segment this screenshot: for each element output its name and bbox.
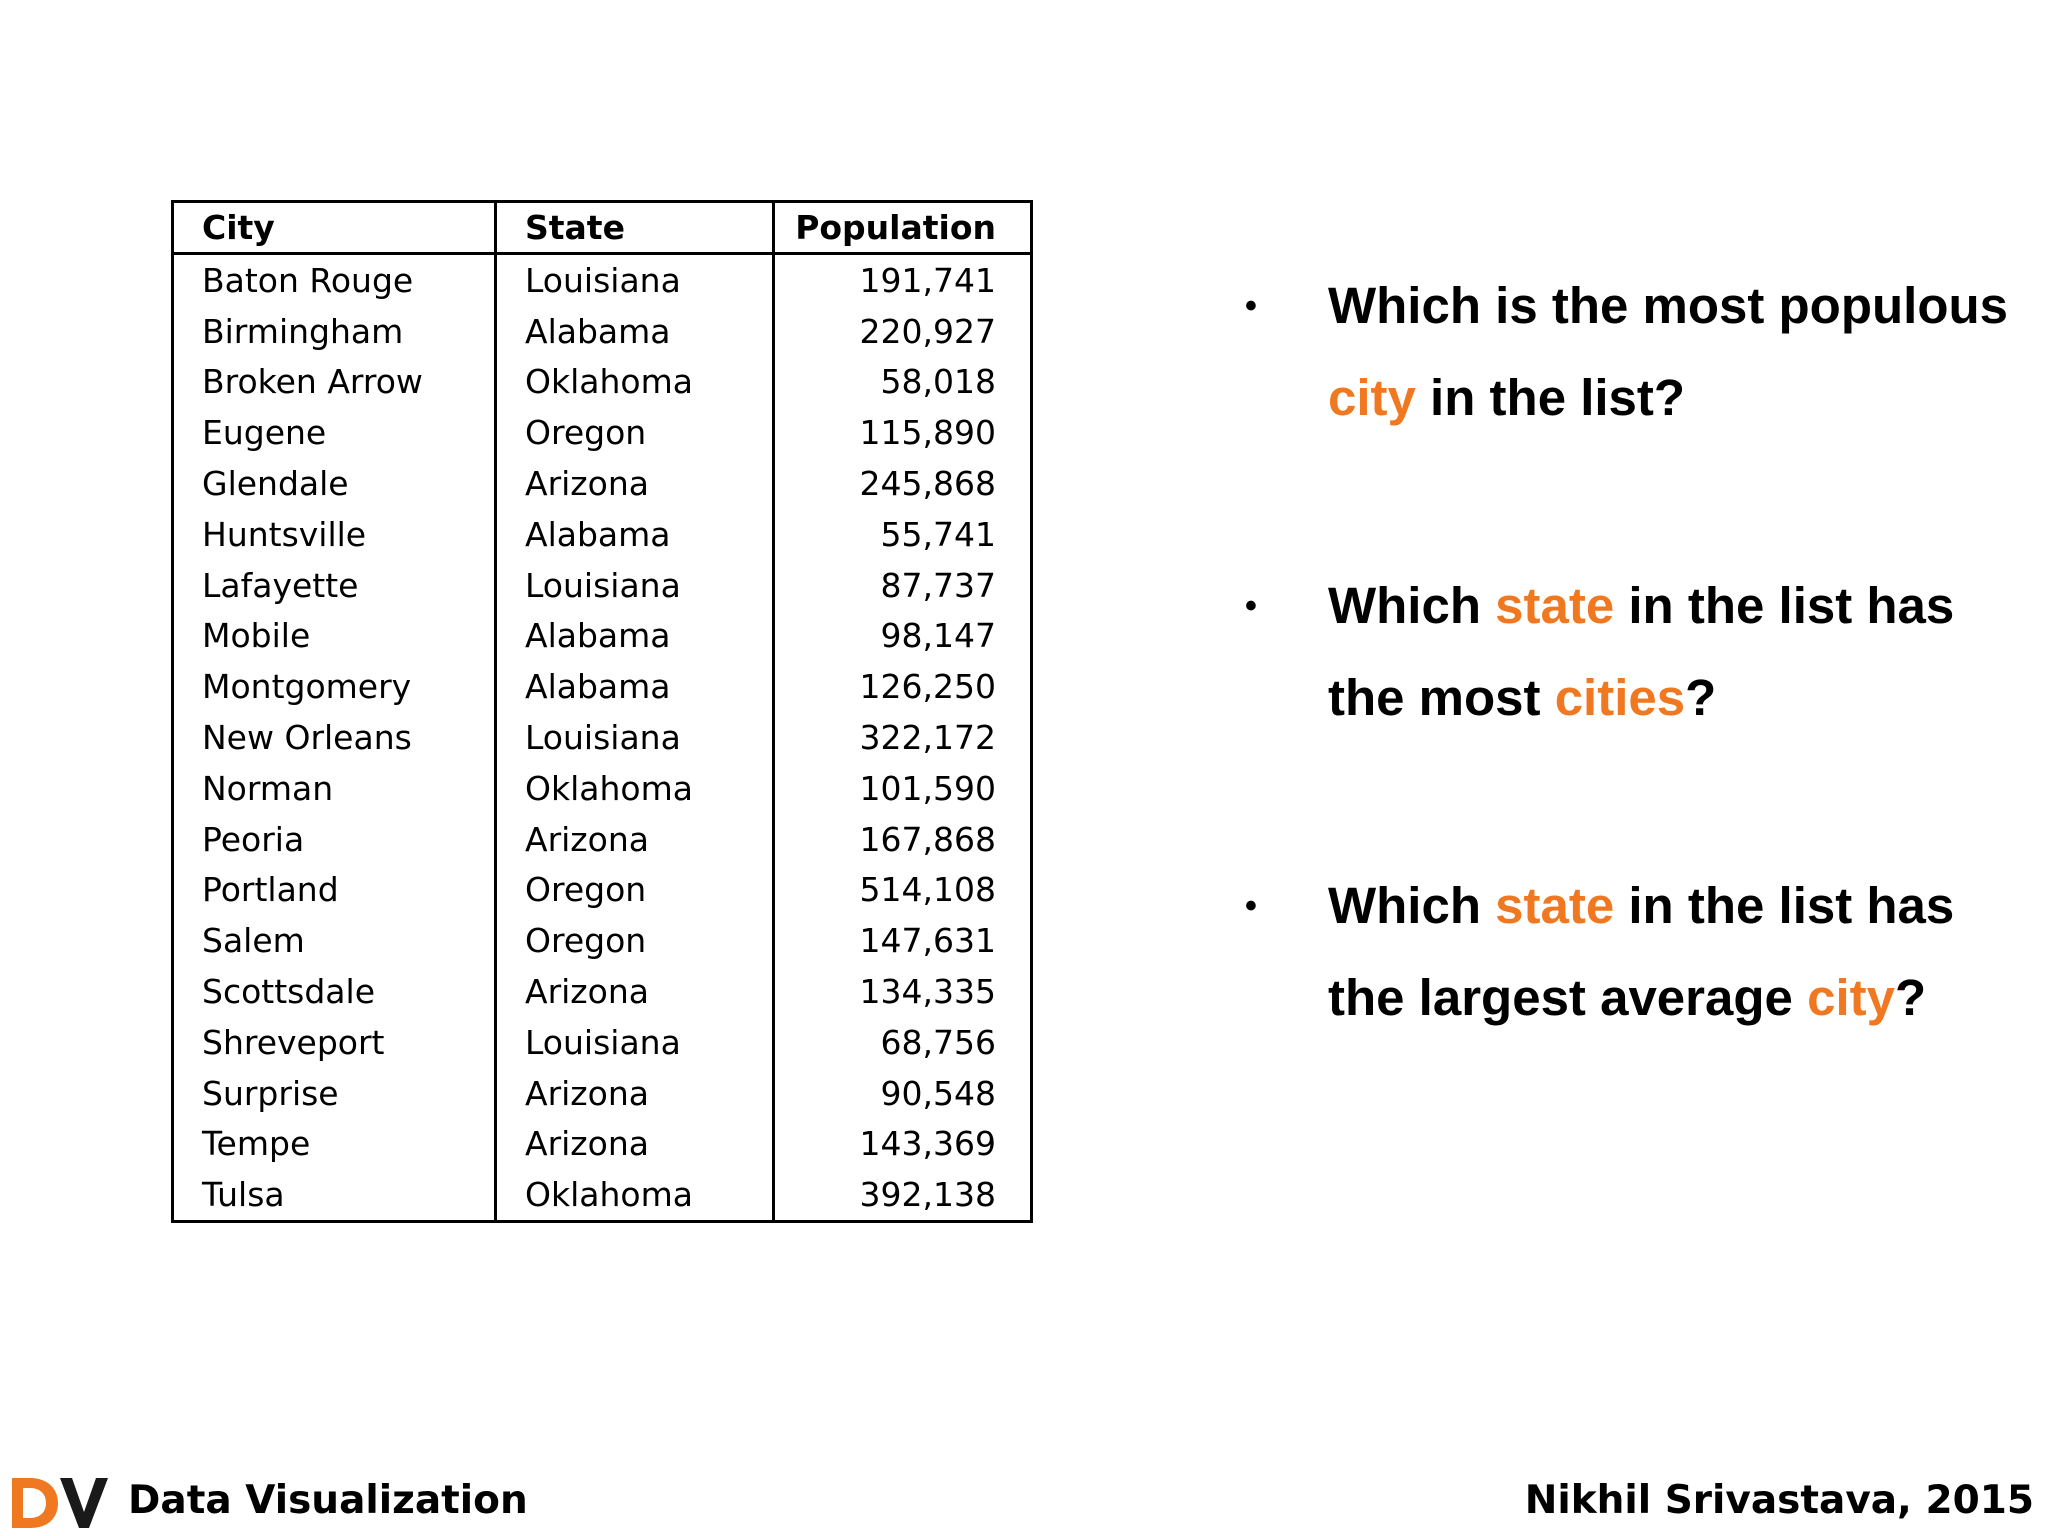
cell-population: 115,890 [859,413,996,453]
column-header-state: State [496,202,774,254]
table-row [173,712,1032,763]
table-row [173,1169,1032,1221]
question-segment: in the list has [1614,877,1955,934]
cell-state: Arizona [496,814,774,865]
question-text [1328,860,2028,1044]
cell-state: Louisiana [496,712,774,763]
cell-state: Oklahoma [496,763,774,814]
question-segment: Which [1328,877,1496,934]
cell-state: Alabama [496,611,774,662]
cell-state: Alabama [496,661,774,712]
cell-city: Baton Rouge [173,254,496,306]
cell-population: 514,108 [859,870,996,910]
table-row [173,509,1032,560]
cell-state: Louisiana [496,254,774,306]
cell-city: Broken Arrow [173,357,496,408]
cell-population: 220,927 [859,311,996,351]
cell-city: Surprise [173,1068,496,1119]
cell-population: 134,335 [859,972,996,1012]
cell-state: Arizona [496,1119,774,1170]
cell-state: Oklahoma [496,357,774,408]
cell-city: Tempe [173,1119,496,1170]
cell-population: 55,741 [880,514,996,554]
question-segment: Which is the most populous [1328,277,2008,334]
table-row [173,1068,1032,1119]
table-row [173,661,1032,712]
column-header-city: City [173,202,496,254]
bullet-icon: • [1245,887,1257,925]
table-row [173,458,1032,509]
table-row [173,915,1032,966]
bullet-icon: • [1245,287,1257,325]
cell-city: Glendale [173,458,496,509]
question-line [1328,860,2028,952]
cell-city: Eugene [173,407,496,458]
cell-city: Tulsa [173,1169,496,1221]
table-row [173,1017,1032,1068]
table-row [173,560,1032,611]
cell-population: 147,631 [859,921,996,961]
question-line [1328,952,2028,1044]
cell-population: 98,147 [880,616,996,656]
cell-population: 101,590 [859,768,996,808]
cell-city: Birmingham [173,306,496,357]
table-row [173,814,1032,865]
cell-population: 191,741 [859,260,996,300]
footer-course-title: Data Visualization [128,1478,528,1523]
question-text [1328,260,2028,444]
cell-state: Alabama [496,306,774,357]
cell-city: Portland [173,865,496,916]
cell-city: Norman [173,763,496,814]
cell-city: Huntsville [173,509,496,560]
cell-city: Lafayette [173,560,496,611]
table-row [173,966,1032,1017]
cell-city: Peoria [173,814,496,865]
table-row [173,306,1032,357]
cell-city: Shreveport [173,1017,496,1068]
table-header-row [173,202,1032,254]
question-line [1328,260,2028,352]
dv-logo-icon [8,1472,112,1532]
table-row [173,611,1032,662]
cell-state: Arizona [496,1068,774,1119]
question-line [1328,352,2028,444]
cell-state: Oregon [496,865,774,916]
question-segment: Which [1328,577,1496,634]
table-row [173,1119,1032,1170]
highlighted-word: city [1807,969,1895,1026]
cell-population: 245,868 [859,464,996,504]
cell-population: 143,369 [859,1124,996,1164]
question-segment: ? [1685,669,1717,726]
cell-state: Arizona [496,458,774,509]
cell-state: Oklahoma [496,1169,774,1221]
cell-population: 322,172 [859,718,996,758]
cell-population: 87,737 [880,565,996,605]
table-row [173,407,1032,458]
cell-state: Louisiana [496,1017,774,1068]
cell-city: Mobile [173,611,496,662]
question-segment: the largest average [1328,969,1808,1026]
highlighted-word: city [1328,369,1416,426]
cell-city: Montgomery [173,661,496,712]
cell-city: New Orleans [173,712,496,763]
cell-population: 126,250 [859,667,996,707]
table-row [173,763,1032,814]
cell-state: Oregon [496,407,774,458]
table-row [173,865,1032,916]
cell-city: Scottsdale [173,966,496,1017]
cell-state: Oregon [496,915,774,966]
column-header-population: Population [774,202,1032,254]
cell-population: 58,018 [880,362,996,402]
highlighted-word: cities [1554,669,1686,726]
cell-city: Salem [173,915,496,966]
bullet-icon: • [1245,587,1257,625]
table-row [173,254,1032,306]
question-line [1328,652,2028,744]
table-row [173,357,1032,408]
question-segment: in the list has [1614,577,1955,634]
cell-population: 392,138 [859,1175,996,1215]
cell-state: Arizona [496,966,774,1017]
highlighted-word: state [1495,577,1615,634]
cell-population: 68,756 [880,1022,996,1062]
city-population-table [171,200,1033,1223]
logo-letter-d [12,1478,58,1528]
question-segment: in the list? [1415,369,1686,426]
question-segment: the most [1328,669,1555,726]
question-line [1328,560,2028,652]
footer-author: Nikhil Srivastava, 2015 [1524,1478,2034,1523]
cell-state: Alabama [496,509,774,560]
logo-letter-v [60,1478,108,1528]
question-segment: ? [1894,969,1927,1026]
highlighted-word: state [1495,877,1615,934]
cell-population: 90,548 [880,1073,996,1113]
cell-population: 167,868 [859,819,996,859]
question-text [1328,560,2028,744]
cell-state: Louisiana [496,560,774,611]
table-body [173,254,1032,1222]
